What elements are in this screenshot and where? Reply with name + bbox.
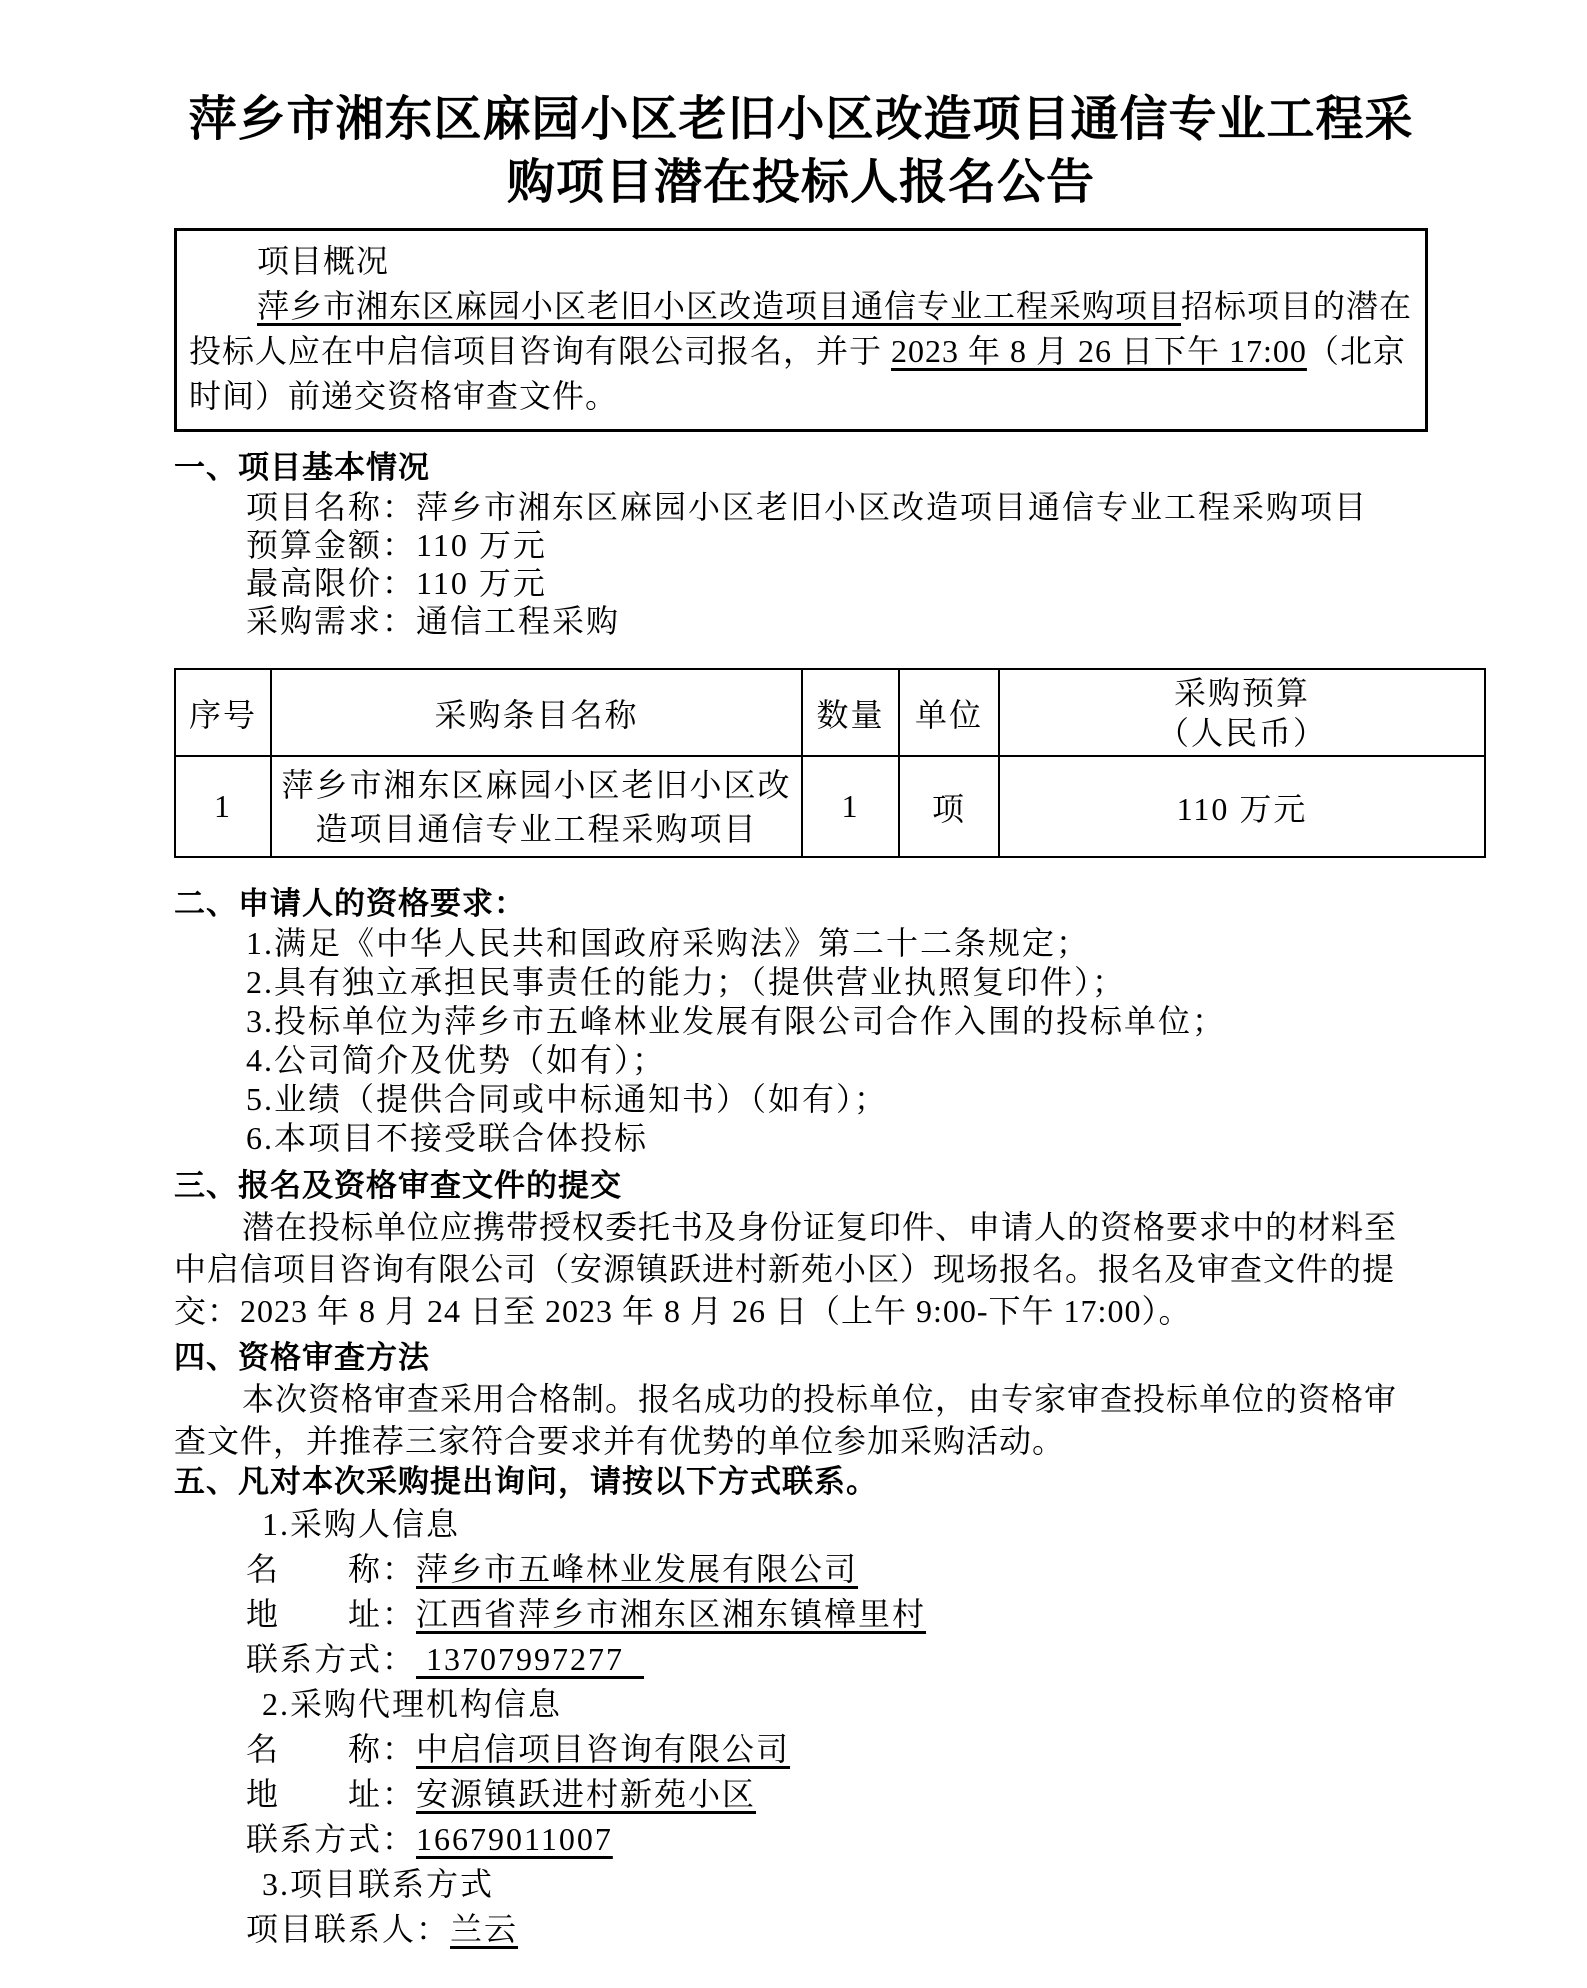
- cell-unit: 项: [899, 756, 999, 857]
- purchaser-name-line: [174, 1547, 1500, 1592]
- section1-item-max-price: 最高限价：110 万元: [246, 565, 547, 601]
- agency-phone-line: [174, 1817, 1500, 1862]
- table-header-row: [175, 669, 1485, 756]
- purchaser-address-label: 地 址：: [246, 1596, 417, 1632]
- section2-heading: 二、申请人的资格要求：: [174, 886, 526, 921]
- project-overview-box: [174, 228, 1428, 432]
- purchaser-phone-value: 13707997277: [416, 1641, 645, 1677]
- purchaser-phone-line: [174, 1637, 1500, 1682]
- section2-item-5: 5.业绩（提供合同或中标通知书）（如有）；: [246, 1081, 889, 1117]
- agency-address-line: [174, 1772, 1500, 1817]
- cell-item-name-text: 萍乡市湘东区麻园小区老旧小区改造项目通信专业工程采购项目: [281, 766, 792, 847]
- section1-item-project-name: 项目名称：萍乡市湘东区麻园小区老旧小区改造项目通信专业工程采购项目: [246, 489, 1369, 525]
- overview-tail-text: （北京时间）前递交资格审查文件。: [189, 333, 1406, 414]
- section1-item-budget: 预算金额：110 万元: [246, 527, 547, 563]
- section1-heading: 一、项目基本情况: [174, 450, 430, 485]
- section2-item-1: 1.满足《中华人民共和国政府采购法》第二十二条规定；: [246, 925, 1091, 961]
- procurement-items-table: [174, 668, 1486, 858]
- purchaser-address-value: 江西省萍乡市湘东区湘东镇樟里村: [416, 1596, 927, 1632]
- document-title-line2: 购项目潜在投标人报名公告: [506, 156, 1095, 209]
- section4-paragraph: 本次资格审查采用合格制。报名成功的投标单位，由专家审查投标单位的资格审查文件，并推荐三家符合要求并有优势的单位参加采购活动。: [174, 1381, 1398, 1459]
- header-unit: 单位: [899, 669, 999, 756]
- agency-phone-value: 16679011007: [416, 1821, 613, 1857]
- project-contact-value: 兰云: [450, 1911, 519, 1947]
- section2-item-3: 3.投标单位为萍乡市五峰林业发展有限公司合作入围的投标单位；: [246, 1003, 1227, 1039]
- project-contact-heading: 3.项目联系方式: [262, 1866, 495, 1902]
- agency-name-label: 名 称：: [246, 1731, 417, 1767]
- section2-item-2: 2.具有独立承担民事责任的能力；（提供营业执照复印件）；: [246, 964, 1127, 1000]
- agency-info-heading: 2.采购代理机构信息: [262, 1686, 563, 1722]
- project-contact-label: 项目联系人：: [246, 1911, 451, 1947]
- section2-item-6: 6.本项目不接受联合体投标: [246, 1120, 649, 1156]
- agency-address-label: 地 址：: [246, 1776, 417, 1812]
- overview-heading: 项目概况: [257, 243, 390, 279]
- section1-item-demand: 采购需求：通信工程采购: [246, 603, 621, 639]
- header-budget-line1: 采购预算: [1173, 674, 1310, 711]
- purchaser-phone-label: 联系方式：: [246, 1641, 417, 1677]
- header-seq: 序号: [175, 669, 271, 756]
- cell-seq: 1: [175, 756, 271, 857]
- agency-phone-label: 联系方式：: [246, 1821, 417, 1857]
- header-item-name: 采购条目名称: [271, 669, 802, 756]
- table-row: [175, 756, 1485, 857]
- agency-address-value: 安源镇跃进村新苑小区: [416, 1776, 757, 1812]
- section5-heading: 五、凡对本次采购提出询问，请按以下方式联系。: [174, 1464, 878, 1499]
- section4-heading: 四、资格审查方法: [174, 1340, 430, 1375]
- header-budget: [999, 669, 1485, 756]
- overview-project-name-underlined: 萍乡市湘东区麻园小区老旧小区改造项目通信专业工程采购项目: [257, 288, 1182, 324]
- section3-heading: 三、报名及资格审查文件的提交: [174, 1168, 622, 1203]
- section2-item-4: 4.公司简介及优势（如有）；: [246, 1042, 667, 1078]
- cell-qty: 1: [802, 756, 899, 857]
- document-title: [174, 88, 1428, 214]
- document-title-line1: 萍乡市湘东区麻园小区老旧小区改造项目通信专业工程采: [188, 93, 1414, 146]
- cell-item-name: [271, 756, 802, 857]
- purchaser-address-line: [174, 1592, 1500, 1637]
- overview-deadline-underlined: 2023 年 8 月 26 日下午 17:00: [891, 333, 1307, 369]
- header-qty: 数量: [802, 669, 899, 756]
- project-contact-line: [174, 1907, 1500, 1952]
- overview-mid-text: 招标项目的潜在投标人应在中启信项目咨询有限公司报名，并于: [189, 288, 1413, 369]
- overview-paragraph: [189, 284, 1413, 419]
- agency-name-value: 中启信项目咨询有限公司: [416, 1731, 791, 1767]
- purchaser-info-heading: 1.采购人信息: [262, 1506, 461, 1542]
- purchaser-name-value: 萍乡市五峰林业发展有限公司: [416, 1551, 859, 1587]
- purchaser-name-label: 名 称：: [246, 1551, 417, 1587]
- cell-budget: 110 万元: [999, 756, 1485, 857]
- agency-name-line: [174, 1727, 1500, 1772]
- header-budget-line2: （人民币）: [1156, 714, 1327, 751]
- section3-paragraph: 潜在投标单位应携带授权委托书及身份证复印件、申请人的资格要求中的材料至中启信项目咨询有限公司（安源镇跃进村新苑小区）现场报名。报名及审查文件的提交：2023 年 8 月 24 日至 2023 年 8 月 26 日（上午 9:00-下午 17:00）。: [174, 1209, 1398, 1329]
